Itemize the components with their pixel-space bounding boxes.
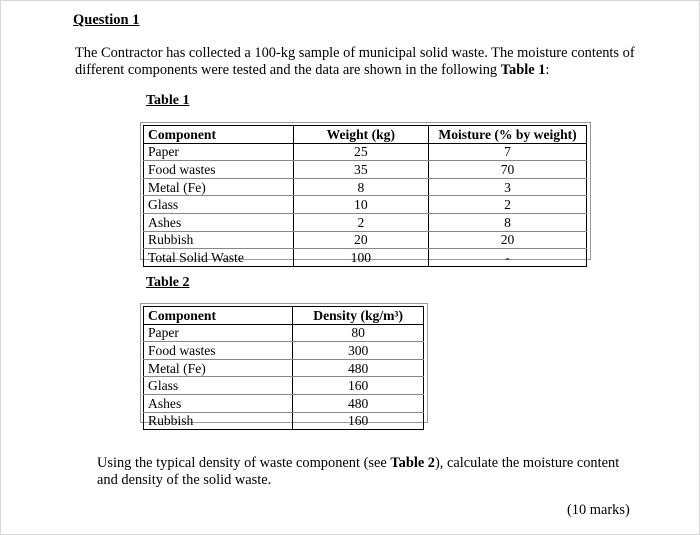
table-row [144, 196, 587, 214]
component-cell: Food wastes [144, 342, 293, 360]
column-header: Component [144, 307, 293, 325]
question-heading: Question 1 [73, 12, 140, 28]
value-cell: 20 [429, 231, 587, 249]
value-cell: 160 [293, 412, 424, 430]
value-cell: 10 [293, 196, 428, 214]
table-header-row [144, 307, 424, 325]
table-row [144, 342, 424, 360]
value-cell: 7 [429, 143, 587, 161]
intro-paragraph [75, 45, 635, 79]
table-row [144, 324, 424, 342]
component-cell: Glass [144, 196, 294, 214]
intro-text: The Contractor has collected a 100-kg sample of municipal solid waste. The moisture contents of different components were tested and the data are shown in the following [75, 45, 635, 78]
value-cell: 8 [429, 213, 587, 231]
component-cell: Glass [144, 377, 293, 395]
table-row [144, 161, 587, 179]
value-cell: 480 [293, 394, 424, 412]
value-cell: 160 [293, 377, 424, 395]
component-cell: Metal (Fe) [144, 359, 293, 377]
value-cell: 8 [293, 178, 428, 196]
question-table-reference: Table 2 [390, 455, 435, 471]
table2 [143, 306, 424, 430]
table-header-row [144, 126, 587, 144]
value-cell: 2 [293, 213, 428, 231]
table-row [144, 359, 424, 377]
column-header: Weight (kg) [293, 126, 428, 144]
question-paragraph [97, 455, 642, 489]
component-cell: Rubbish [144, 231, 294, 249]
component-cell: Ashes [144, 394, 293, 412]
value-cell: 80 [293, 324, 424, 342]
value-cell: 480 [293, 359, 424, 377]
component-cell: Ashes [144, 213, 294, 231]
component-cell: Total Solid Waste [144, 249, 294, 267]
value-cell: 35 [293, 161, 428, 179]
value-cell: 300 [293, 342, 424, 360]
value-cell: 3 [429, 178, 587, 196]
table-row [144, 213, 587, 231]
component-cell: Metal (Fe) [144, 178, 294, 196]
marks-label: (10 marks) [567, 502, 630, 518]
table-row [144, 231, 587, 249]
table-row [144, 178, 587, 196]
component-cell: Paper [144, 324, 293, 342]
value-cell: 100 [293, 249, 428, 267]
table-row [144, 249, 587, 267]
table-row [144, 143, 587, 161]
intro-text-end: : [545, 62, 550, 78]
question-text-end: ), calculate the moisture content and density of the solid waste. [97, 455, 620, 488]
value-cell: - [429, 249, 587, 267]
column-header: Density (kg/m³) [293, 307, 424, 325]
question-text: Using the typical density of waste component (see [97, 455, 391, 471]
table-row [144, 394, 424, 412]
table-row [144, 377, 424, 395]
table2-caption: Table 2 [146, 275, 190, 290]
value-cell: 20 [293, 231, 428, 249]
component-cell: Paper [144, 143, 294, 161]
column-header: Moisture (% by weight) [429, 126, 587, 144]
table1 [143, 125, 587, 267]
table1-caption: Table 1 [146, 93, 190, 108]
table-row [144, 412, 424, 430]
component-cell: Food wastes [144, 161, 294, 179]
column-header: Component [144, 126, 294, 144]
value-cell: 2 [429, 196, 587, 214]
value-cell: 25 [293, 143, 428, 161]
value-cell: 70 [429, 161, 587, 179]
intro-table-reference: Table 1 [500, 62, 546, 78]
component-cell: Rubbish [144, 412, 293, 430]
